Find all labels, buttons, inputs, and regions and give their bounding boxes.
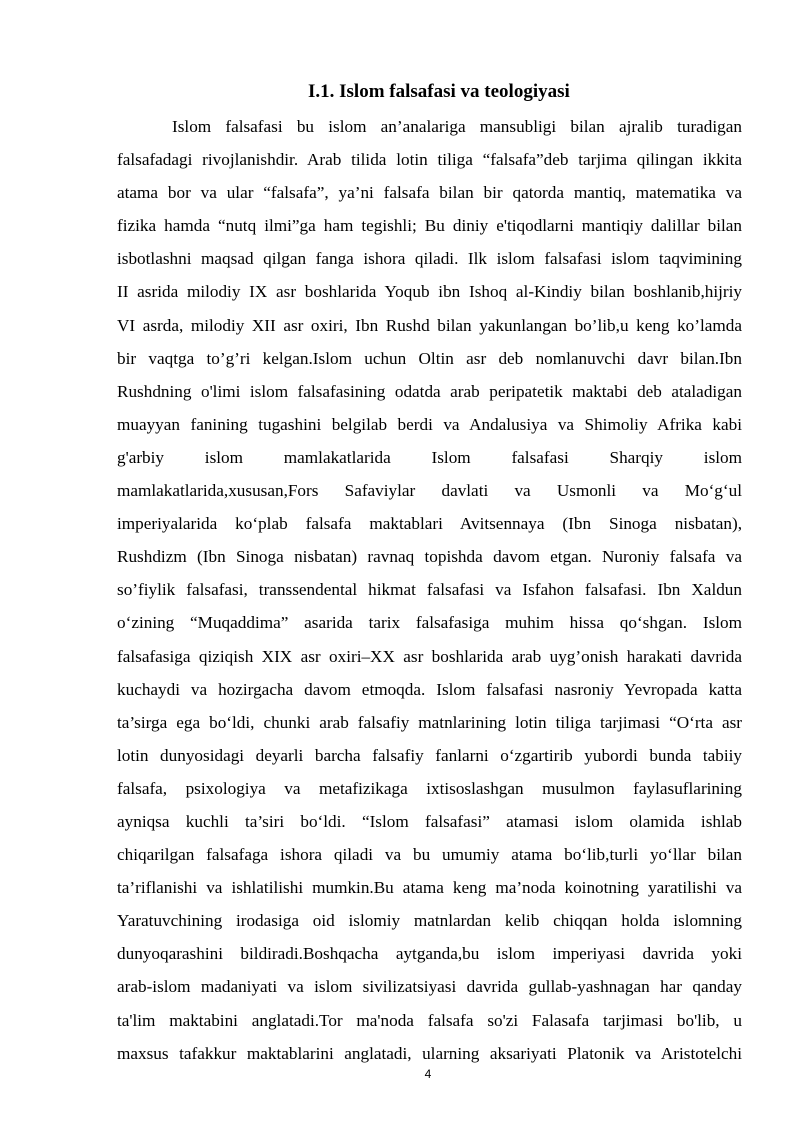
text-line: kuchaydi va hozirgacha davom etmoqda. Islom falsafasi nasroniy Yevropada katta (117, 679, 742, 699)
text-line: Yaratuvchining irodasiga oid islomiy matnlardan kelib chiqqan holda islomning (117, 911, 742, 931)
section-heading: I.1. Islom falsafasi va teologiyasi (308, 81, 570, 102)
text-line: VI asrda, milodiy XII asr oxiri, Ibn Rushd bilan yakunlangan bo’lib,u keng ko’lamda (117, 315, 742, 335)
text-line: lotin dunyosidagi deyarli barcha falsafiy fanlarni o‘zgartirib yubordi bunda tabiiy (117, 745, 742, 765)
text-line: dunyoqarashini bildiradi.Boshqacha aytganda,bu islom imperiyasi davrida yoki (117, 944, 742, 964)
text-line: Rushdizm (Ibn Sinoga nisbatan) ravnaq topishda davom etgan. Nuroniy falsafa va (117, 547, 742, 567)
text-line: ta’sirga ega bo‘ldi, chunki arab falsafiy matnlarining lotin tiliga tarjimasi “O‘rta asr (117, 712, 742, 732)
text-line: chiqarilgan falsafaga ishora qiladi va bu umumiy atama bo‘lib,turli yo‘llar bilan (117, 845, 742, 865)
text-line: maxsus tafakkur maktablarini anglatadi, ularning aksariyati Platonik va Aristotelchi (117, 1043, 742, 1063)
text-line: II asrida milodiy IX asr boshlarida Yoqub ibn Ishoq al-Kindiy bilan boshlanib,hijriy (117, 282, 742, 302)
text-line: falsafasiga qiziqish XIX asr oxiri–XX asr boshlarida arab uyg’onish harakati davrida (117, 646, 742, 666)
text-line: o‘zining “Muqaddima” asarida tarix falsafasiga muhim hissa qo‘shgan. Islom (117, 613, 742, 633)
text-line: ayniqsa kuchli ta’siri bo‘ldi. “Islom falsafasi” atamasi islom olamida ishlab (117, 811, 742, 831)
text-line: bir vaqtga to’g’ri kelgan.Islom uchun Oltin asr deb nomlanuvchi davr bilan.Ibn (117, 348, 742, 368)
text-line: fizika hamda “nutq ilmi”ga ham tegishli; Bu diniy e'tiqodlarni mantiqiy dalillar bilan (117, 216, 742, 236)
text-line: g'arbiy islom mamlakatlarida Islom falsafasi Sharqiy islom (117, 447, 742, 467)
text-line: isbotlashni maqsad qilgan fanga ishora qiladi. Ilk islom falsafasi islom taqvimining (117, 249, 742, 269)
text-line: arab-islom madaniyati va islom sivilizatsiyasi davrida gullab-yashnagan har qanday (117, 977, 742, 997)
text-line: Islom falsafasi bu islom an’analariga mansubligi bilan ajralib turadigan (172, 117, 742, 136)
text-line: so’fiylik falsafasi, transsendental hikmat falsafasi va Isfahon falsafasi. Ibn Xaldun (117, 580, 742, 600)
text-line: falsafadagi rivojlanishdir. Arab tilida lotin tiliga “falsafa”deb tarjima qilingan ikkita (117, 150, 742, 170)
text-line: falsafa, psixologiya va metafizikaga ixtisoslashgan musulmon faylasuflarining (117, 778, 742, 798)
text-line: muayyan fanining tugashini belgilab berdi va Andalusiya va Shimoliy Afrika kabi (117, 414, 742, 434)
text-line: atama bor va ular “falsafa”, ya’ni falsafa bilan bir qatorda mantiq, matematika va (117, 183, 742, 203)
text-line: ta'lim maktabini anglatadi.Tor ma'noda falsafa so'zi Falasafa tarjimasi bo'lib, u (117, 1010, 742, 1030)
text-line: ta’riflanishi va ishlatilishi mumkin.Bu atama keng ma’noda koinotning yaratilishi va (117, 878, 742, 898)
text-line: Rushdning o'limi islom falsafasining odatda arab peripatetik maktabi deb ataladigan (117, 381, 742, 401)
body-paragraph (117, 110, 742, 1070)
text-line: imperiyalarida ko‘plab falsafa maktablari Avitsennaya (Ibn Sinoga nisbatan), (117, 514, 742, 534)
text-line: mamlakatlarida,xususan,Fors Safaviylar davlati va Usmonli va Mo‘g‘ul (117, 481, 742, 501)
page-number: 4 (424, 1067, 432, 1081)
